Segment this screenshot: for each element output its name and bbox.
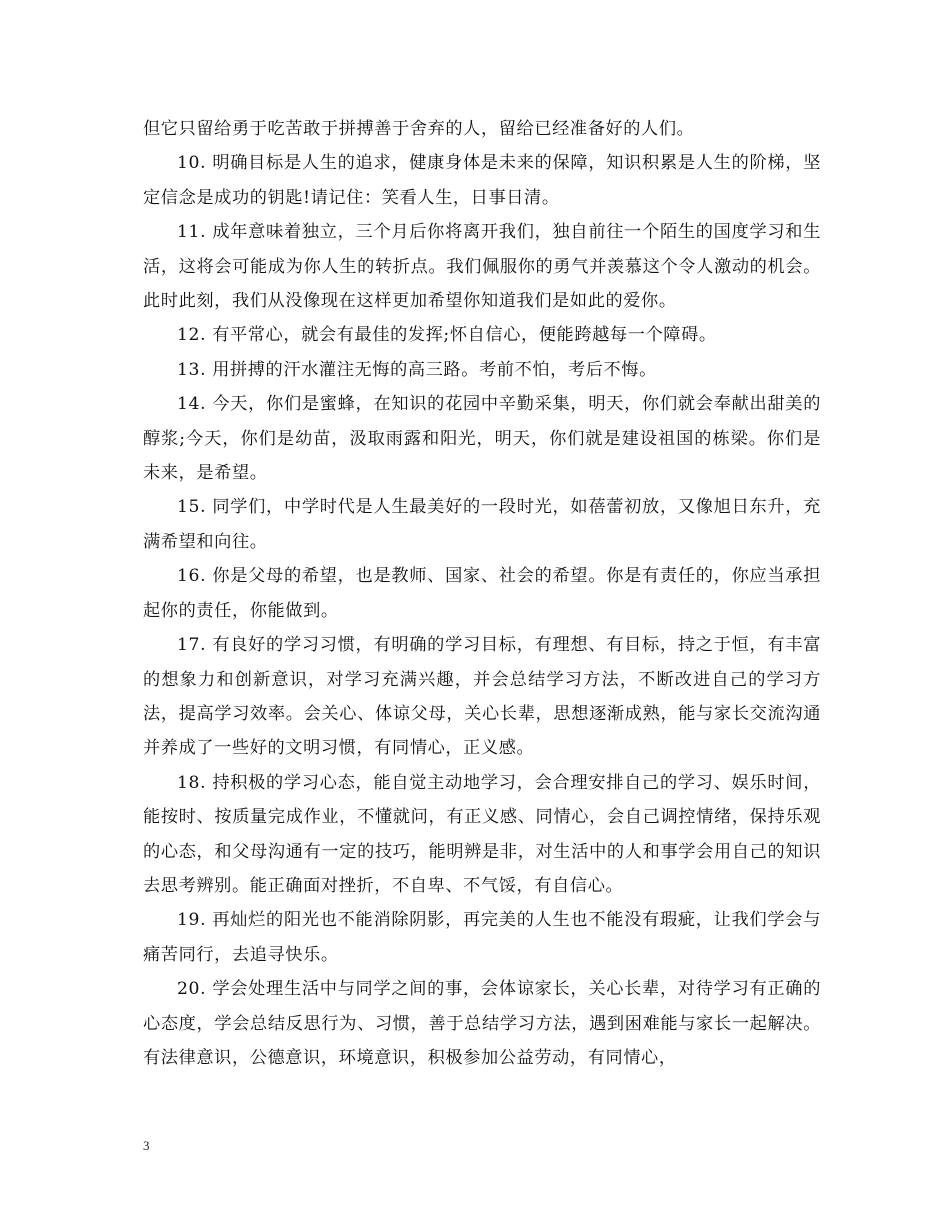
paragraph-continuation: 但它只留给勇于吃苦敢于拼搏善于舍弃的人，留给已经准备好的人们。 xyxy=(143,119,695,139)
paragraph-item-14: 14. 今天，你们是蜜蜂，在知识的花园中辛勤采集，明天，你们就会奉献出甜美的醇浆;今天，你们是幼苗，汲取雨露和阳光，明天，你们就是建设祖国的栋梁。你们是未来，是希望。 xyxy=(143,394,821,484)
paragraph-item-13: 13. 用拼搏的汗水灌注无悔的高三路。考前不怕，考后不悔。 xyxy=(177,359,657,380)
paragraph-item-11: 11. 成年意味着独立，三个月后你将离开我们，独自前往一个陌生的国度学习和生活，这将会可能成为你人生的转折点。我们佩服你的勇气并羡慕这个令人激动的机会。此时此刻，我们从没像现在这样更加希望你知道我们是如此的爱你。 xyxy=(143,222,821,312)
paragraph-item-10: 10. 明确目标是人生的追求，健康身体是未来的保障，知识积累是人生的阶梯，坚定信念是成功的钥匙!请记住：笑看人生，日事日清。 xyxy=(143,153,821,208)
paragraph-item-20: 20. 学会处理生活中与同学之间的事，会体谅家长，关心长辈，对待学习有正确的心态度，学会总结反思行为、习惯，善于总结学习方法，遇到困难能与家长一起解决。有法律意识，公德意识，环境意识，积极参加公益劳动，有同情心， xyxy=(143,979,821,1068)
paragraph-item-17: 17. 有良好的学习习惯，有明确的学习目标，有理想、有目标，持之于恒，有丰富的想象力和创新意识，对学习充满兴趣，并会总结学习方法，不断改进自己的学习方法，提高学习效率。会关心、体谅父母，关心长辈，思想逐渐成熟，能与家长交流沟通并养成了一些好的文明习惯，有同情心，正义感。 xyxy=(143,635,821,759)
paragraph-item-19: 19. 再灿烂的阳光也不能消除阴影，再完美的人生也不能没有瑕疵，让我们学会与痛苦同行，去追寻快乐。 xyxy=(143,910,821,965)
paragraph-item-18: 18. 持积极的学习心态，能自觉主动地学习，会合理安排自己的学习、娱乐时间，能按时、按质量完成作业，不懂就问，有正义感、同情心，会自己调控情绪，保持乐观的心态，和父母沟通有一定的技巧，能明辨是非，对生活中的人和事学会用自己的知识去思考辨别。能正确面对挫折，不自卑、不气馁，有自信心。 xyxy=(143,772,821,896)
paragraph-item-15: 15. 同学们，中学时代是人生最美好的一段时光，如蓓蕾初放，又像旭日东升，充满希望和向往。 xyxy=(143,497,821,552)
paragraph-item-12: 12. 有平常心，就会有最佳的发挥;怀自信心，便能跨越每一个障碍。 xyxy=(177,325,717,346)
paragraph-item-16: 16. 你是父母的希望，也是教师、国家、社会的希望。你是有责任的，你应当承担起你的责任，你能做到。 xyxy=(143,566,821,621)
page-number: 3 xyxy=(143,1138,150,1153)
document-body xyxy=(143,112,821,1075)
